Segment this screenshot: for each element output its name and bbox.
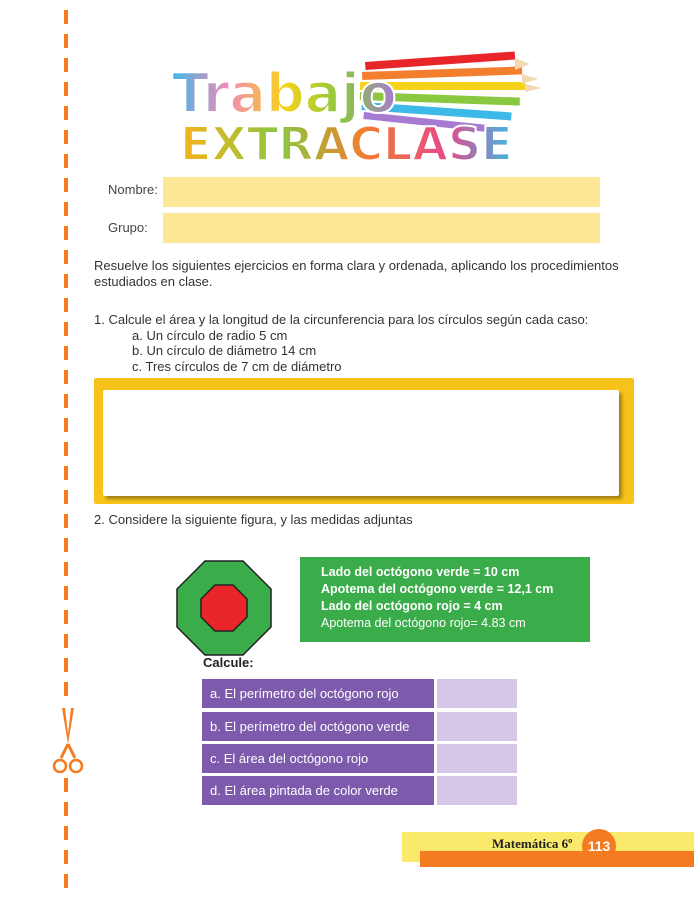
title-logo <box>150 48 540 168</box>
scissors-icon <box>52 706 84 778</box>
name-field[interactable] <box>163 177 600 207</box>
question-1 <box>94 312 588 374</box>
title-line1: Trabajo <box>172 62 397 125</box>
group-label: Grupo: <box>108 220 148 235</box>
question-1-item-a: a. Un círculo de radio 5 cm <box>132 327 288 343</box>
group-field[interactable] <box>163 213 600 243</box>
footer-subject: Matemática 6º <box>492 836 573 851</box>
measure-green-apothem: Apotema del octógono verde = 12,1 cm <box>321 582 554 596</box>
question-1-text: 1. Calcule el área y la longitud de la circunferencia para los círculos según cada caso: <box>94 312 589 327</box>
calc-row-a: a. El perímetro del octógono rojo <box>202 679 434 708</box>
calcule-label: Calcule: <box>203 655 254 670</box>
calc-answer-d[interactable] <box>437 776 517 805</box>
calc-answer-c[interactable] <box>437 744 517 773</box>
title-line2: EXTRACLASE <box>180 117 513 168</box>
page-number: 113 <box>582 829 616 863</box>
calc-answer-a[interactable] <box>437 679 517 708</box>
answer-box[interactable] <box>103 390 619 496</box>
footer-stripe <box>420 851 694 867</box>
measure-green-side: Lado del octógono verde = 10 cm <box>321 565 520 579</box>
calc-row-d: d. El área pintada de color verde <box>202 776 434 805</box>
calc-row-c: c. El área del octógono rojo <box>202 744 434 773</box>
measure-red-side: Lado del octógono rojo = 4 cm <box>321 599 503 613</box>
name-label: Nombre: <box>108 182 158 197</box>
question-1-item-b: b. Un círculo de diámetro 14 cm <box>132 343 317 358</box>
instructions-text: Resuelve los siguientes ejercicios en forma clara y ordenada, aplicando los procedimientos estudiados en clase. <box>94 258 619 289</box>
question-2-text: 2. Considere la siguiente figura, y las medidas adjuntas <box>94 512 413 527</box>
calc-answer-b[interactable] <box>437 712 517 741</box>
question-1-item-c: c. Tres círculos de 7 cm de diámetro <box>132 358 342 374</box>
measures-box <box>300 557 590 642</box>
answer-frame <box>94 378 634 504</box>
calc-row-b: b. El perímetro del octógono verde <box>202 712 434 741</box>
octagon-figure <box>176 560 272 656</box>
measure-red-apothem: Apotema del octógono rojo= 4.83 cm <box>321 616 526 630</box>
